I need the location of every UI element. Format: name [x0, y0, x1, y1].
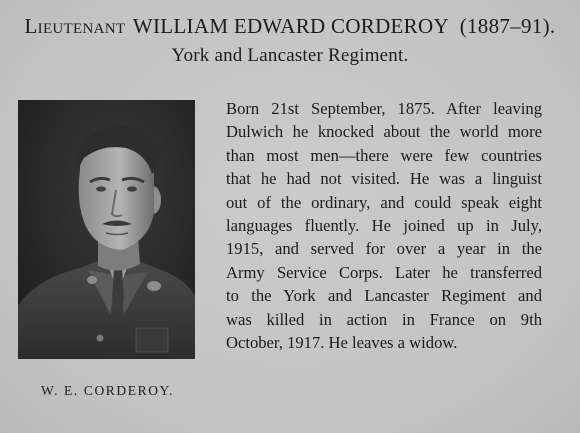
rank-label: Lieutenant	[24, 14, 126, 38]
bio-line: was killed in action in France on 9th	[226, 309, 542, 329]
bio-line: out of the ordinary, and could speak eight	[226, 192, 542, 212]
bio-line: that he had not visited. He was a linguist	[226, 169, 542, 189]
bio-line: Born 21st September, 1875. After leaving	[226, 99, 542, 118]
bio-line: October, 1917. He leaves a widow.	[226, 332, 458, 352]
attendance-years: (1887–91).	[459, 14, 556, 38]
bio-line: than most men—there were few countries	[226, 145, 542, 165]
page-heading	[0, 14, 580, 39]
bio-line: Dulwich he knocked about the world more	[226, 122, 542, 142]
bio-line: Army Service Corps. Later he transferred	[226, 262, 542, 282]
bio-line: languages fluently. He joined up in July,	[226, 215, 542, 235]
officer-name: WILLIAM EDWARD CORDEROY	[132, 14, 449, 38]
portrait-caption: W. E. CORDEROY.	[41, 383, 175, 398]
portrait-photo	[18, 100, 195, 359]
bio-line: 1915, and served for over a year in the	[226, 239, 542, 259]
regiment-title: York and Lancaster Regiment.	[171, 45, 409, 66]
bio-line: to the York and Lancaster Regiment and	[226, 286, 542, 306]
biography-text	[226, 97, 542, 354]
